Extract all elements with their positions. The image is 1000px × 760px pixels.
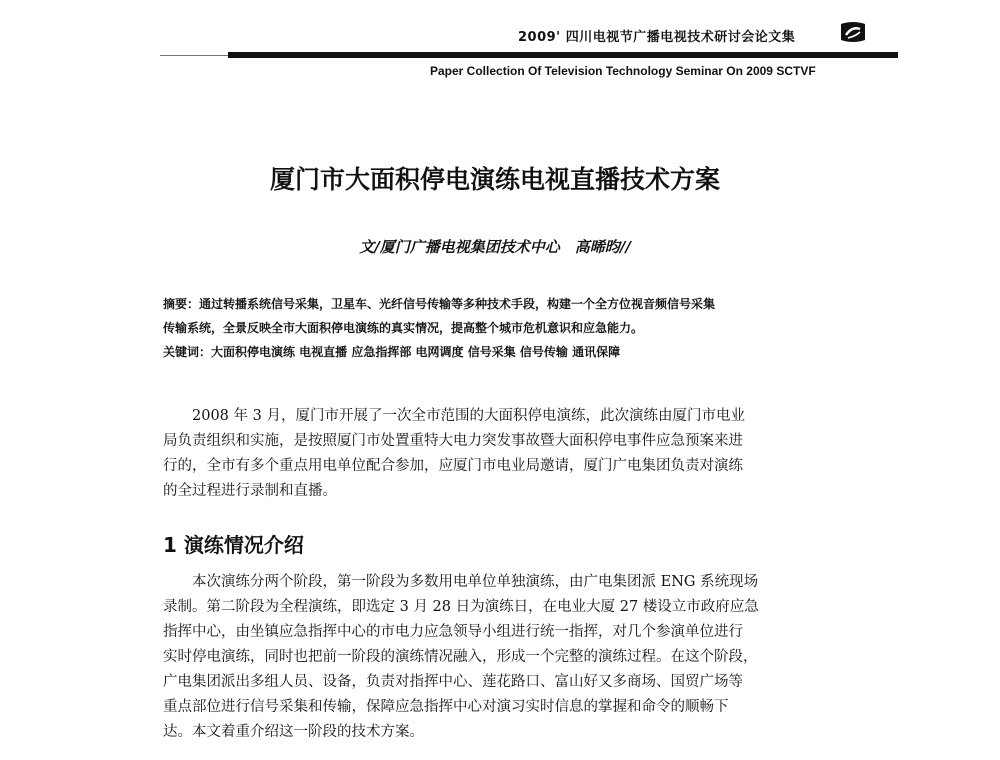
paragraph-line: 行的，全市有多个重点用电单位配合参加，应厦门市电业局邀请，厦门广电集团负责对演练 (163, 458, 743, 474)
section-heading: 1 演练情况介绍 (163, 533, 304, 557)
paragraph-line: 局负责组织和实施，是按照厦门市处置重特大电力突发事故暨大面积停电事件应急预案来进 (163, 433, 743, 449)
header-rule (228, 52, 898, 58)
article-byline: 文/厦门广播电视集团技术中心 高晞昀// (359, 238, 631, 256)
header-thin-rule (160, 55, 230, 56)
sctvf-logo-icon (838, 20, 868, 46)
paragraph-line: 的全过程进行录制和直播。 (163, 483, 337, 499)
paragraph-line: 达。本文着重介绍这一阶段的技术方案。 (163, 724, 424, 740)
paragraph-line: 重点部位进行信号采集和传输，保障应急指挥中心对演习实时信息的掌握和命令的顺畅下 (163, 699, 729, 715)
paragraph-line: 广电集团派出多组人员、设备，负责对指挥中心、莲花路口、富山好又多商场、国贸广场等 (163, 674, 743, 690)
article-title: 厦门市大面积停电演练电视直播技术方案 (269, 165, 720, 194)
paragraph-line: 本次演练分两个阶段，第一阶段为多数用电单位单独演练，由广电集团派 ENG 系统现场 (163, 574, 759, 590)
keywords-line: 关键词：大面积停电演练 电视直播 应急指挥部 电网调度 信号采集 信号传输 通讯保障 (163, 345, 621, 359)
intro-paragraph (163, 404, 853, 504)
abstract-block (163, 292, 863, 364)
abstract-line: 摘要：通过转播系统信号采集，卫星车、光纤信号传输等多种技术手段，构建一个全方位视音频信号采集 (163, 297, 716, 311)
header-title: 2009' 四川电视节广播电视技术研讨会论文集 (518, 30, 796, 45)
abstract-line: 传输系统，全景反映全市大面积停电演练的真实情况，提高整个城市危机意识和应急能力。 (163, 321, 644, 335)
header-subtitle-en: Paper Collection Of Television Technology Seminar On 2009 SCTVF (430, 64, 816, 78)
paragraph-line: 实时停电演练，同时也把前一阶段的演练情况融入，形成一个完整的演练过程。在这个阶段， (163, 649, 758, 665)
paragraph-line: 指挥中心，由坐镇应急指挥中心的市电力应急领导小组进行统一指挥，对几个参演单位进行 (163, 624, 743, 640)
paragraph-line: 2008 年 3 月，厦门市开展了一次全市范围的大面积停电演练，此次演练由厦门市电业 (163, 408, 745, 424)
section1-paragraph (163, 570, 853, 745)
paragraph-line: 录制。第二阶段为全程演练，即选定 3 月 28 日为演练日，在电业大厦 27 楼设立市政府应急 (163, 599, 759, 615)
